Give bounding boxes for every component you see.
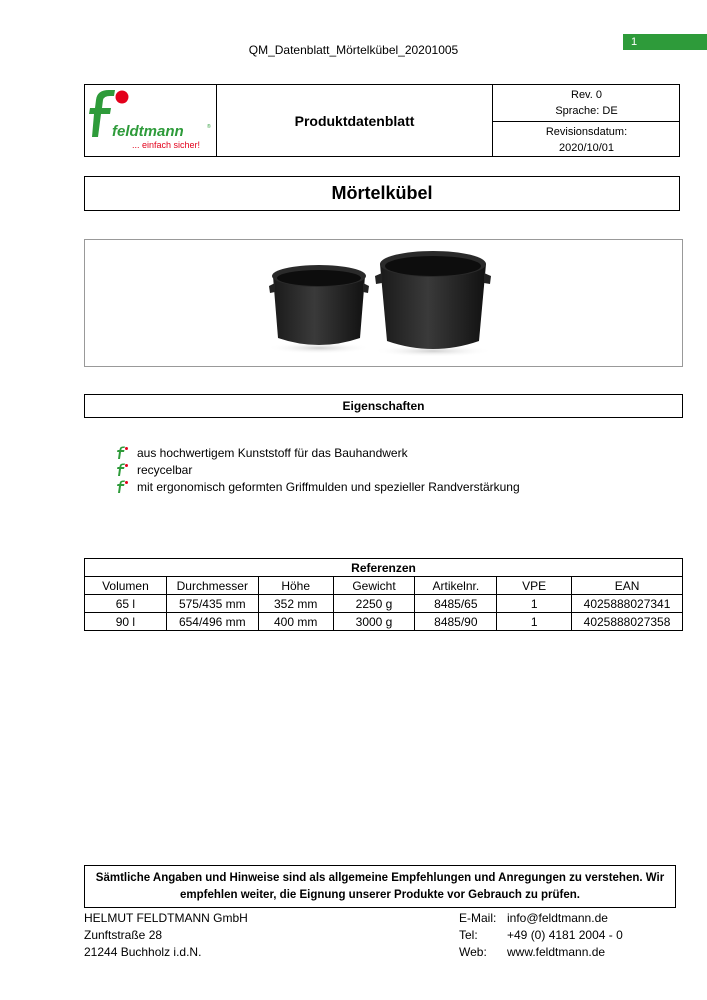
column-header: Volumen — [85, 577, 167, 595]
table-row — [85, 595, 683, 613]
table-cell: 8485/90 — [415, 613, 497, 631]
feature-text: mit ergonomisch geformten Griffmulden und spezieller Randverstärkung — [137, 479, 520, 494]
document-name: QM_Datenblatt_Mörtelkübel_20201005 — [248, 43, 459, 57]
table-cell: 3000 g — [333, 613, 415, 631]
company-name: HELMUT FELDTMANN GmbH — [84, 911, 248, 925]
column-header: Gewicht — [333, 577, 415, 595]
list-item — [116, 444, 520, 461]
table-cell: 90 l — [85, 613, 167, 631]
header-title: Produktdatenblatt — [294, 112, 415, 129]
column-header: Höhe — [258, 577, 333, 595]
list-item — [116, 461, 520, 478]
table-cell: 8485/65 — [415, 595, 497, 613]
product-image-frame — [84, 239, 683, 367]
table-cell: 65 l — [85, 595, 167, 613]
web-link[interactable]: www.feldtmann.de — [507, 945, 606, 959]
column-header: Artikelnr. — [415, 577, 497, 595]
column-header: VPE — [497, 577, 572, 595]
table-cell: 2250 g — [333, 595, 415, 613]
mortar-buckets-image — [85, 240, 682, 366]
product-title: Mörtelkübel — [84, 176, 680, 211]
table-header-row — [85, 577, 683, 595]
revision-date-label: Revisionsdatum: — [545, 125, 628, 138]
table-cell: 654/496 mm — [166, 613, 258, 631]
email-label: E-Mail: — [459, 911, 497, 925]
feldtmann-logo — [84, 84, 217, 157]
feature-list — [116, 444, 520, 495]
table-cell: 400 mm — [258, 613, 333, 631]
references-table — [84, 558, 683, 631]
page-number: 1 — [623, 34, 707, 50]
column-header: Durchmesser — [166, 577, 258, 595]
disclaimer: Sämtliche Angaben und Hinweise sind als allgemeine Empfehlungen und Anregungen zu verstehen. Wir empfehlen weiter, die Eignung unserer Produkte vor Gebrauch zu prüfen. — [84, 865, 676, 908]
language: Sprache: DE — [555, 104, 618, 117]
email-link[interactable]: info@feldtmann.de — [507, 911, 608, 925]
table-cell: 4025888027341 — [572, 595, 683, 613]
city: 21244 Buchholz i.d.N. — [84, 945, 202, 959]
feature-text: recycelbar — [137, 462, 193, 477]
table-caption: Referenzen — [85, 559, 683, 577]
tel-label: Tel: — [459, 928, 478, 942]
table-cell: 4025888027358 — [572, 613, 683, 631]
table-cell: 575/435 mm — [166, 595, 258, 613]
table-row — [85, 613, 683, 631]
table-cell: 352 mm — [258, 595, 333, 613]
table-cell: 1 — [497, 595, 572, 613]
feldtmann-bullet-icon — [116, 446, 128, 460]
properties-heading: Eigenschaften — [84, 394, 683, 418]
logo-cell — [84, 84, 217, 157]
column-header: EAN — [572, 577, 683, 595]
feldtmann-bullet-icon — [116, 480, 128, 494]
feldtmann-bullet-icon — [116, 463, 128, 477]
company-address — [84, 910, 248, 961]
table-cell: 1 — [497, 613, 572, 631]
street: Zunftstraße 28 — [84, 928, 163, 942]
logo-wordmark: feldtmann — [112, 123, 184, 140]
company-contact — [459, 910, 623, 961]
web-label: Web: — [459, 945, 487, 959]
svg-text:®: ® — [207, 124, 211, 130]
tel-value: +49 (0) 4181 2004 - 0 — [507, 928, 623, 942]
revision-number: Rev. 0 — [571, 88, 602, 101]
logo-tagline: ... einfach sicher! — [132, 140, 201, 150]
list-item — [116, 478, 520, 495]
revision-date: 2020/10/01 — [558, 141, 615, 154]
feature-text: aus hochwertigem Kunststoff für das Bauhandwerk — [137, 445, 408, 460]
revision-cell — [492, 84, 680, 157]
